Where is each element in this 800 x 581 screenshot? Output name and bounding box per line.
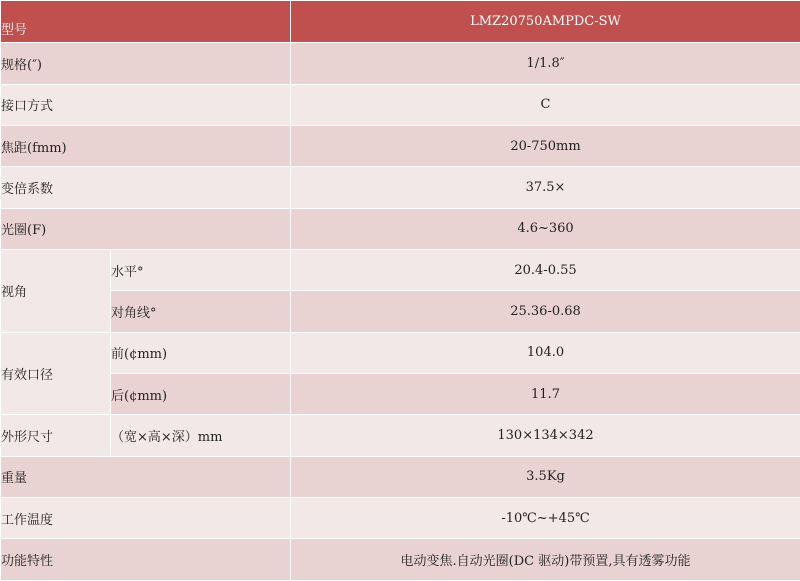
format-label: 规格(″)	[1, 43, 291, 84]
format-value: 1/1.8″	[291, 43, 800, 84]
temp-label: 工作温度	[1, 498, 291, 539]
weight-row	[1, 456, 800, 497]
diameter-front-row	[1, 332, 800, 373]
fov-label: 视角	[1, 250, 111, 333]
focal-label: 焦距(fmm)	[1, 126, 291, 167]
aperture-label: 光圈(F)	[1, 208, 291, 249]
model-value: LMZ20750AMPDC-SW	[291, 1, 800, 43]
focal-row	[1, 126, 800, 167]
diameter-rear-row	[1, 374, 800, 415]
dimensions-sub-label: （宽×高×深）mm	[111, 415, 291, 456]
fov-diagonal-row	[1, 291, 800, 332]
header-row	[1, 1, 800, 43]
mount-row	[1, 84, 800, 125]
zoom-value: 37.5×	[291, 167, 800, 208]
zoom-row	[1, 167, 800, 208]
fov-diagonal-label: 对角线°	[111, 291, 291, 332]
weight-label: 重量	[1, 456, 291, 497]
temp-row	[1, 498, 800, 539]
fov-horizontal-label: 水平°	[111, 250, 291, 291]
weight-value: 3.5Kg	[291, 456, 800, 497]
format-row	[1, 43, 800, 84]
diameter-front-label: 前(¢mm)	[111, 332, 291, 373]
diameter-rear-label: 后(¢mm)	[111, 374, 291, 415]
dimensions-label: 外形尺寸	[1, 415, 111, 456]
dimensions-row	[1, 415, 800, 456]
fov-horizontal-row	[1, 250, 800, 291]
fov-horizontal-value: 20.4-0.55	[291, 250, 800, 291]
diameter-rear-value: 11.7	[291, 374, 800, 415]
dimensions-value: 130×134×342	[291, 415, 800, 456]
zoom-label: 变倍系数	[1, 167, 291, 208]
model-label: 型号	[1, 1, 291, 43]
features-label: 功能特性	[1, 539, 291, 581]
focal-value: 20-750mm	[291, 126, 800, 167]
mount-value: C	[291, 84, 800, 125]
diameter-front-value: 104.0	[291, 332, 800, 373]
temp-value: -10℃~+45℃	[291, 498, 800, 539]
features-value: 电动变焦.自动光圈(DC 驱动)带预置,具有透雾功能	[291, 539, 800, 581]
features-row	[1, 539, 800, 581]
aperture-value: 4.6~360	[291, 208, 800, 249]
diameter-label: 有效口径	[1, 332, 111, 415]
fov-diagonal-value: 25.36-0.68	[291, 291, 800, 332]
aperture-row	[1, 208, 800, 249]
mount-label: 接口方式	[1, 84, 291, 125]
